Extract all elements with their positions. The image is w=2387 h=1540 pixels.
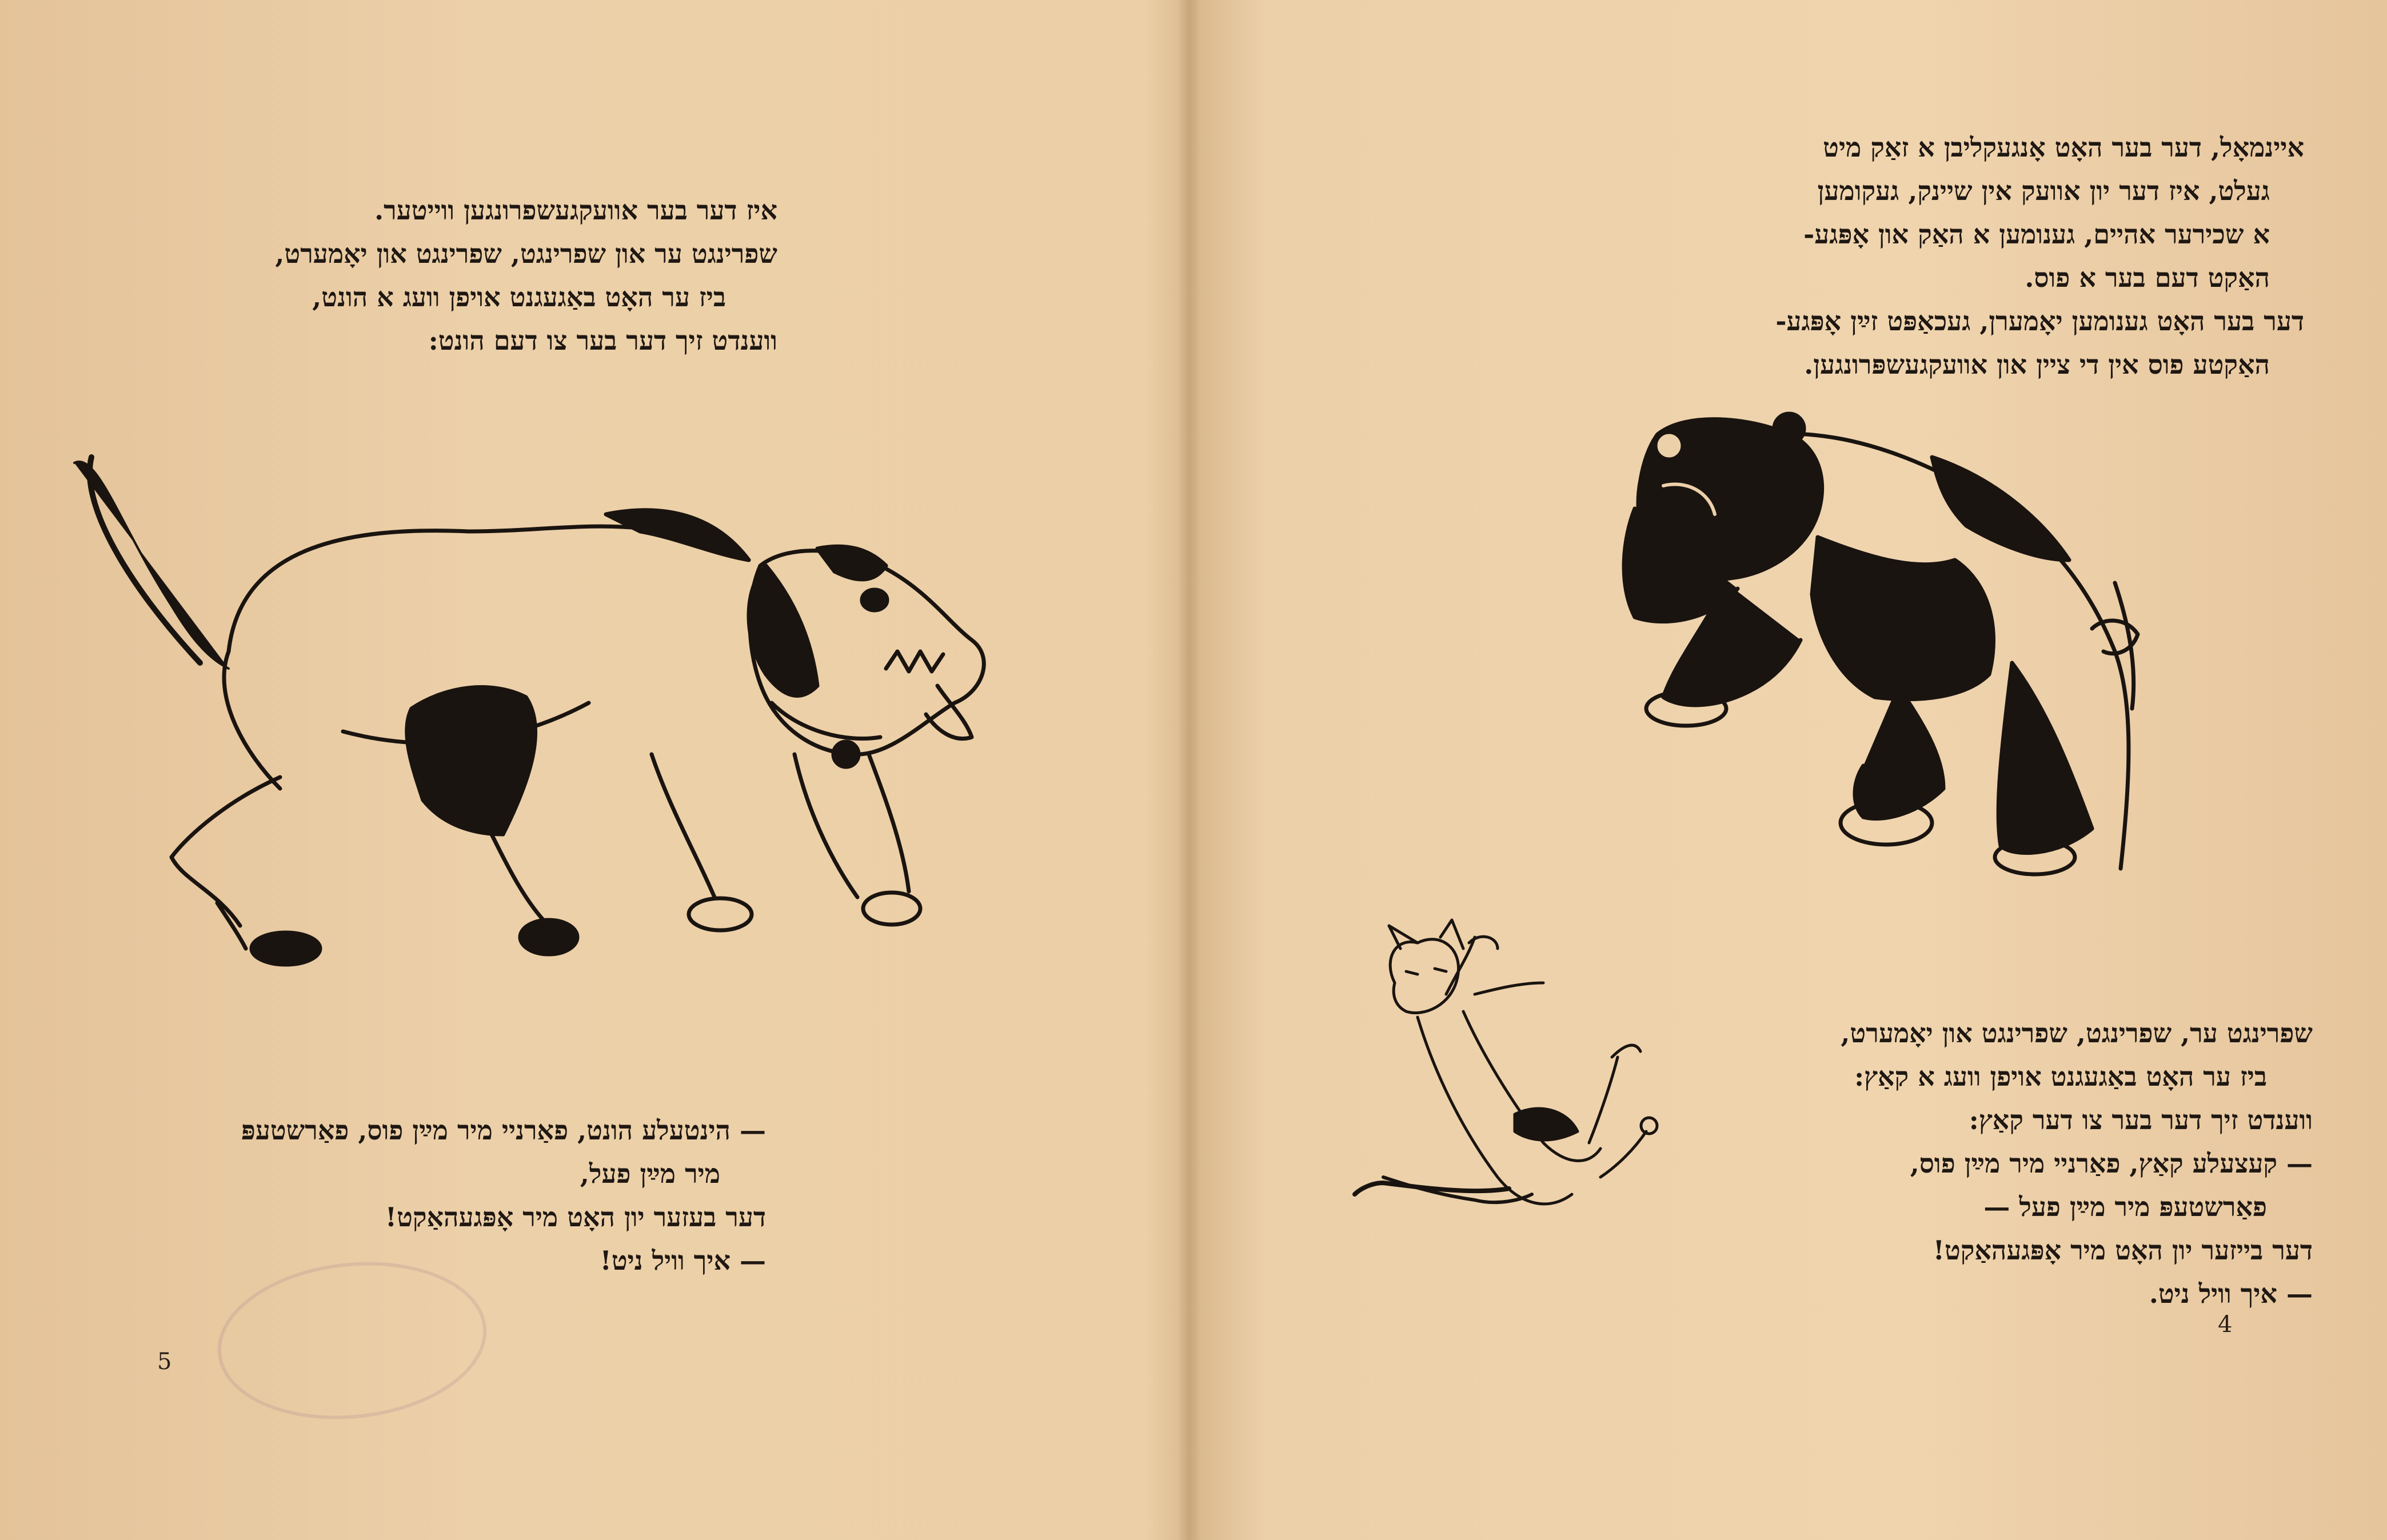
text-line: איז דער בער אוועקגעשפרונגען ווייטער. bbox=[374, 195, 777, 226]
right-top-paragraph bbox=[1775, 126, 2304, 386]
page-left bbox=[0, 0, 1189, 1540]
text-line: — איך וויל ניט! bbox=[600, 1245, 766, 1276]
text-line: ביז ער האָט באַגעגנט אויפן וועג א קאַץ: bbox=[1854, 1061, 2267, 1092]
text-line: שפרינגט ער, שפרינגט, שפרינגט און יאָמערט, bbox=[1841, 1018, 2313, 1049]
bear-illustration bbox=[1600, 411, 2286, 891]
text-line: מיר מײַן פעל, bbox=[580, 1158, 720, 1189]
text-line: — הינטעלע הונט, פאַרניי מיר מײַן פוס, פאַרשטעפּ bbox=[241, 1115, 766, 1146]
text-line: ביז ער האָט באַגעגנט אויפן וועג א הונט, bbox=[312, 282, 726, 313]
text-line: — איך וויל ניט. bbox=[2149, 1278, 2313, 1309]
text-line: דער בער האָט גענומען יאָמערן, געכאַפּט זײַן אָפּגע- bbox=[1775, 306, 2304, 337]
text-line: פאַרשטעפּ מיר מײַן פעל — bbox=[1983, 1191, 2267, 1222]
dog-illustration bbox=[57, 434, 1063, 1011]
text-line: ווענדט זיך דער בער צו דער קאַץ: bbox=[1969, 1105, 2313, 1135]
page-number-right: 4 bbox=[2218, 1311, 2233, 1338]
text-line: — קעצעלע קאַץ, פאַרניי מיר מײַן פוס, bbox=[1910, 1148, 2313, 1179]
text-line: האַקט דעם בער א פוס. bbox=[2025, 262, 2270, 293]
right-dialogue bbox=[1841, 1011, 2313, 1315]
text-line: דער בעזער יון האָט מיר אָפּגעהאַקט! bbox=[385, 1202, 766, 1233]
page-number-left: 5 bbox=[157, 1349, 172, 1375]
text-line: האַקטע פוס אין די ציין און אוועקגעשפּרונגען. bbox=[1804, 349, 2270, 380]
text-line: געלט, איז דער יון אוועק אין שיינק, געקומען bbox=[1817, 175, 2270, 206]
text-line: ווענדט זיך דער בער צו דעם הונט: bbox=[428, 325, 777, 356]
text-line: שפרינגט ער און שפרינגט, שפרינגט און יאָמערט, bbox=[275, 238, 777, 269]
left-top-paragraph bbox=[275, 189, 777, 362]
cat-illustration bbox=[1349, 926, 1703, 1269]
text-line: דער בייזער יון האָט מיר אָפּגעהאַקט! bbox=[1933, 1235, 2313, 1266]
text-line: א שכירער אהיים, גענומען א האַק און אָפּגע- bbox=[1803, 219, 2270, 250]
text-line: איינמאָל, דער בער האָט אָנגעקליבן א זאַק מיט bbox=[1823, 132, 2304, 163]
page-right bbox=[1189, 0, 2387, 1540]
left-dialogue bbox=[241, 1109, 766, 1282]
